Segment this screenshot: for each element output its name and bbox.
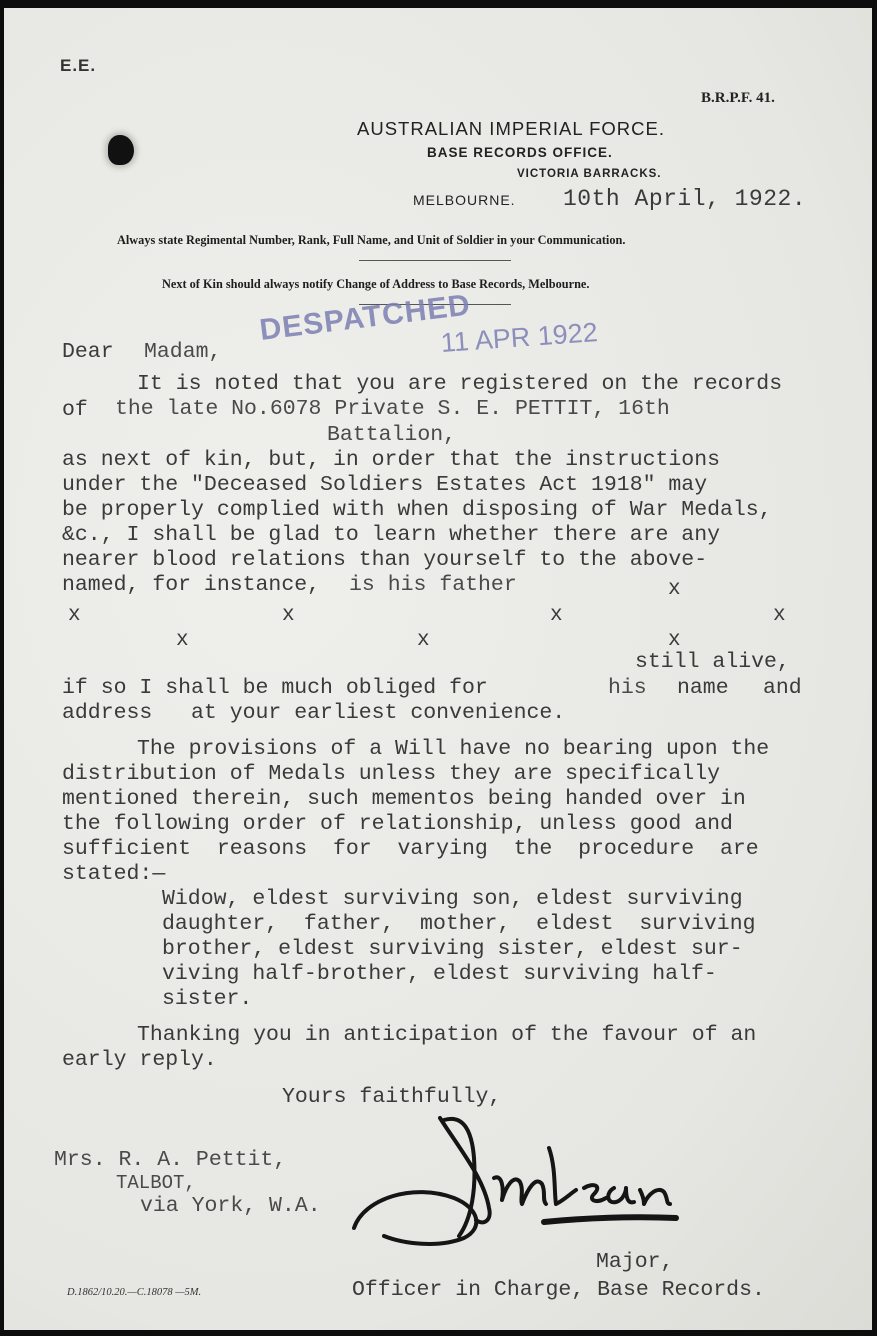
- para1-line: nearer blood relations than yourself to the above-: [62, 548, 708, 572]
- divider-line: [359, 260, 511, 261]
- para1-line: address at your earliest convenience.: [62, 701, 566, 725]
- order-line: daughter, father, mother, eldest surviving: [162, 912, 756, 936]
- para2-line: sufficient reasons for varying the procedure are: [62, 837, 759, 861]
- signature: [344, 1108, 694, 1248]
- letter-page: [4, 8, 872, 1330]
- para1-line: It is noted that you are registered on the records: [137, 372, 783, 396]
- print-code: D.1862/10.20.—C.18078 —5M.: [67, 1287, 202, 1298]
- para2-line: The provisions of a Will have no bearing upon the: [137, 737, 770, 761]
- para1-line: still alive,: [635, 650, 790, 674]
- signatory-rank: Major,: [596, 1250, 674, 1274]
- x-mark: x: [668, 629, 681, 652]
- punch-hole: [108, 135, 134, 165]
- para2-line: stated:—: [62, 862, 166, 886]
- x-mark: x: [550, 604, 563, 627]
- para1-line: name: [677, 676, 729, 700]
- para3-line: early reply.: [62, 1048, 217, 1072]
- para1-line: under the "Deceased Soldiers Estates Act 1918" may: [62, 473, 708, 497]
- para1-line: as next of kin, but, in order that the instructions: [62, 448, 721, 472]
- office-name: BASE RECORDS OFFICE.: [427, 145, 613, 160]
- stamp-date: 11 APR 1922: [439, 317, 599, 359]
- salutation-dear: Dear: [62, 340, 114, 364]
- x-mark: x: [176, 629, 189, 652]
- corner-mark: E.E.: [60, 56, 97, 75]
- para1-line: be properly complied with when disposing of War Medals,: [62, 498, 772, 522]
- letter-date: 10th April, 1922.: [563, 186, 807, 212]
- x-mark: x: [417, 629, 430, 652]
- para2-line: distribution of Medals unless they are specifically: [62, 762, 721, 786]
- para2-line: mentioned therein, such mementos being handed over in: [62, 787, 746, 811]
- closing: Yours faithfully,: [282, 1085, 502, 1109]
- signatory-title: Officer in Charge, Base Records.: [352, 1278, 765, 1302]
- para1-line: and: [763, 676, 802, 700]
- salutation-title: Madam,: [144, 340, 222, 364]
- form-code: B.R.P.F. 41.: [701, 90, 775, 106]
- addressee-via: via York, W.A.: [140, 1194, 321, 1218]
- father-insert: is his father: [349, 573, 517, 597]
- para1-line: if so I shall be much obliged for: [62, 676, 488, 700]
- regimental-notice: Always state Regimental Number, Rank, Full Name, and Unit of Soldier in your Communication.: [117, 233, 626, 247]
- order-line: sister.: [162, 987, 253, 1011]
- his-insert: his: [608, 676, 647, 700]
- order-line: brother, eldest surviving sister, eldest sur-: [162, 937, 743, 961]
- city-name: MELBOURNE.: [413, 192, 516, 208]
- x-mark: x: [68, 604, 81, 627]
- para1-line: named, for instance,: [62, 573, 321, 597]
- address-notice: Next of Kin should always notify Change of Address to Base Records, Melbourne.: [162, 277, 590, 291]
- org-name: AUSTRALIAN IMPERIAL FORCE.: [357, 118, 666, 139]
- para1-line: &c., I shall be glad to learn whether there are any: [62, 523, 721, 547]
- soldier-unit: Battalion,: [327, 423, 457, 447]
- x-mark: x: [773, 604, 786, 627]
- order-line: viving half-brother, eldest surviving half-: [162, 962, 717, 986]
- addressee-town: TALBOT,: [116, 1172, 196, 1194]
- despatched-stamp: DESPATCHED: [257, 288, 473, 348]
- barracks-name: VICTORIA BARRACKS.: [517, 168, 662, 180]
- x-mark: x: [668, 578, 681, 601]
- addressee-name: Mrs. R. A. Pettit,: [54, 1148, 287, 1172]
- x-mark: x: [282, 604, 295, 627]
- order-line: Widow, eldest surviving son, eldest surviving: [162, 887, 743, 911]
- para1-line: of: [62, 398, 88, 422]
- para3-line: Thanking you in anticipation of the favour of an: [137, 1023, 757, 1047]
- soldier-details: the late No.6078 Private S. E. PETTIT, 16th: [115, 397, 670, 421]
- para2-line: the following order of relationship, unless good and: [62, 812, 733, 836]
